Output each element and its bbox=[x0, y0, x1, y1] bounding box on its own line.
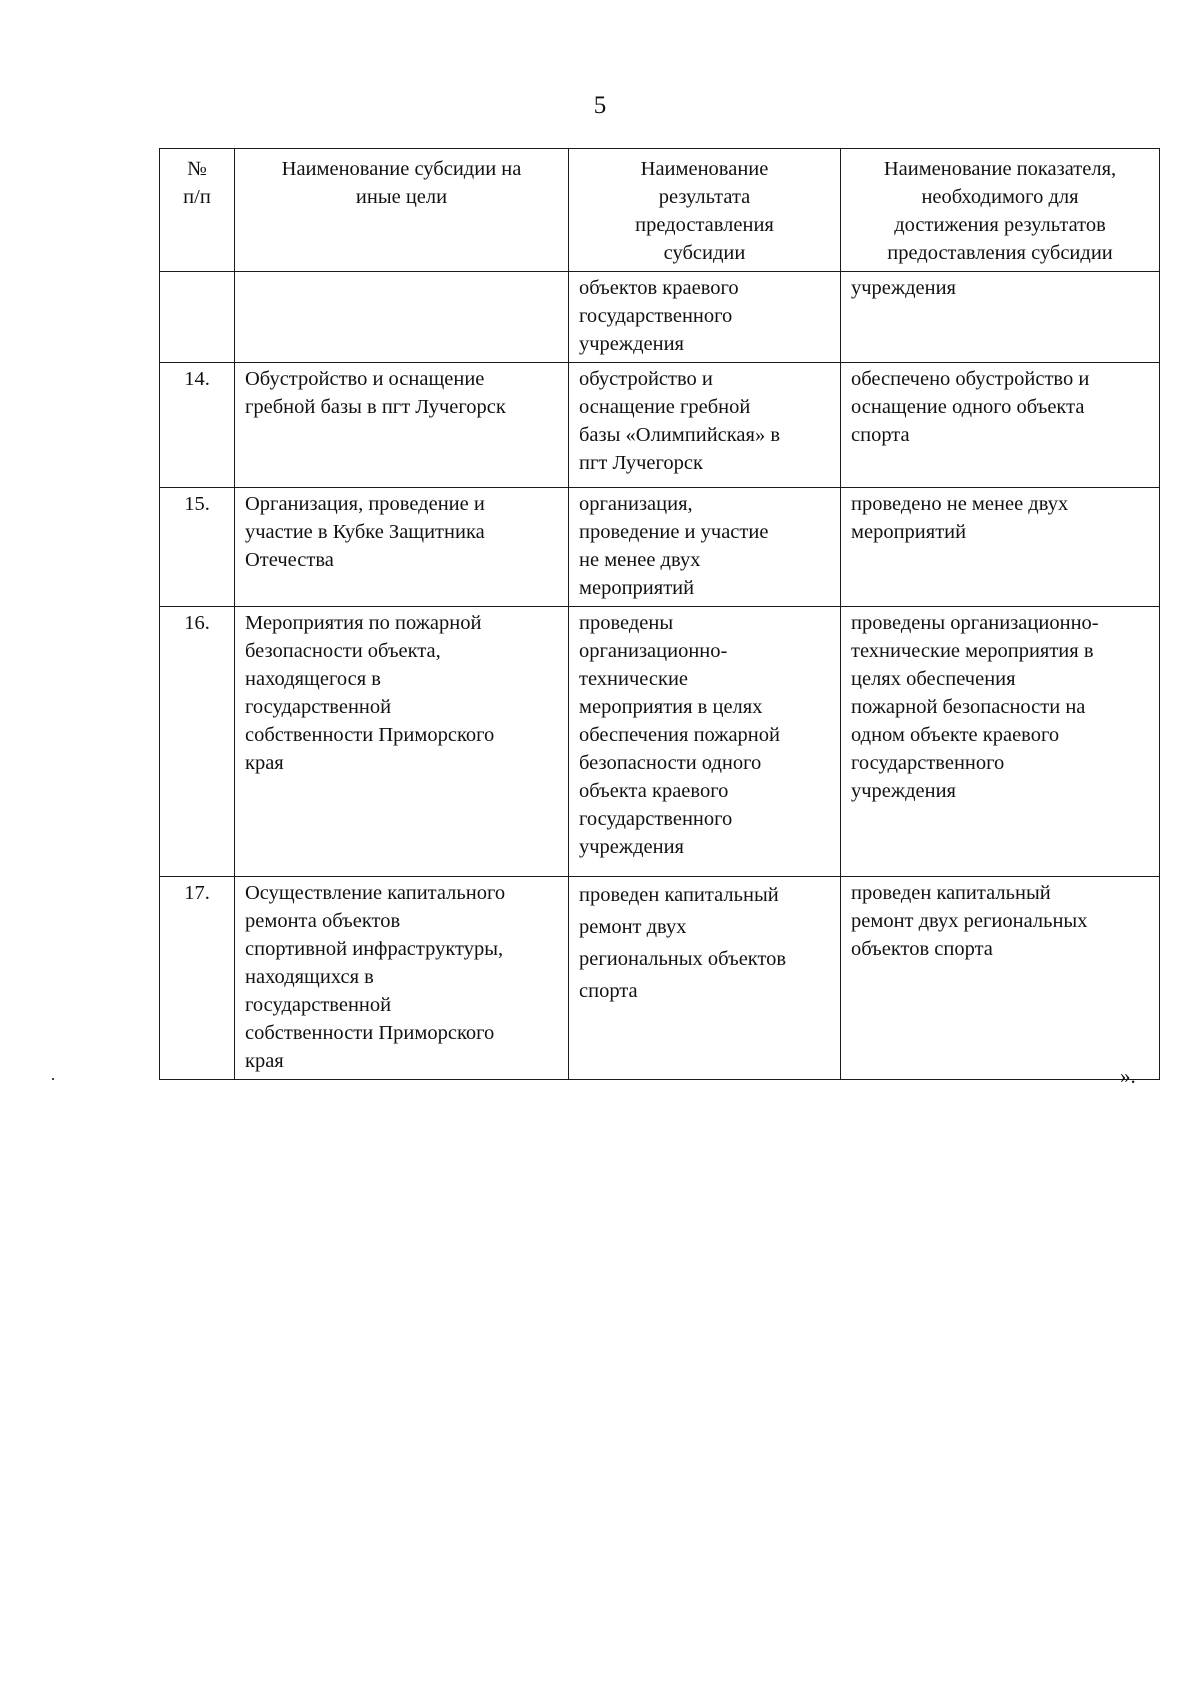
row-indicator: проведены организационно- технические мероприятия в целях обеспечения пожарной безопасности на одном объекте краевого государственного учреждения bbox=[841, 607, 1160, 877]
table-row bbox=[160, 272, 1160, 363]
row-indicator: обеспечено обустройство и оснащение одного объекта спорта bbox=[841, 363, 1160, 488]
page-number: 5 bbox=[593, 92, 607, 119]
row-subsidy: Мероприятия по пожарной безопасности объекта, находящегося в государственной собственности Приморского края bbox=[235, 607, 569, 877]
header-result-name: Наименование результата предоставления субсидии bbox=[569, 149, 841, 272]
row-subsidy bbox=[235, 272, 569, 363]
row-result: обустройство и оснащение гребной базы «Олимпийская» в пгт Лучегорск bbox=[569, 363, 841, 488]
row-number: 14. bbox=[160, 363, 235, 488]
row-number: 17. bbox=[160, 877, 235, 1080]
row-result: проведены организационно- технические мероприятия в целях обеспечения пожарной безопасности одного объекта краевого государственного учреждения bbox=[569, 607, 841, 877]
subsidy-table bbox=[159, 148, 1160, 1080]
row-subsidy: Организация, проведение и участие в Кубке Защитника Отечества bbox=[235, 488, 569, 607]
row-result: организация, проведение и участие не менее двух мероприятий bbox=[569, 488, 841, 607]
header-number: № п/п bbox=[160, 149, 235, 272]
table-row bbox=[160, 877, 1160, 1080]
row-indicator: учреждения bbox=[841, 272, 1160, 363]
row-indicator: проведено не менее двух мероприятий bbox=[841, 488, 1160, 607]
row-number: 16. bbox=[160, 607, 235, 877]
table-header-row bbox=[160, 149, 1160, 272]
scan-speck bbox=[52, 1078, 54, 1080]
closing-quote-mark: ». bbox=[1120, 1064, 1136, 1088]
row-subsidy: Обустройство и оснащение гребной базы в пгт Лучегорск bbox=[235, 363, 569, 488]
row-number: 15. bbox=[160, 488, 235, 607]
row-indicator: проведен капитальный ремонт двух региональных объектов спорта bbox=[841, 877, 1160, 1080]
table-row bbox=[160, 488, 1160, 607]
table-row bbox=[160, 607, 1160, 877]
row-result: проведен капитальный ремонт двух региональных объектов спорта bbox=[569, 877, 841, 1080]
row-number bbox=[160, 272, 235, 363]
row-result: объектов краевого государственного учреждения bbox=[569, 272, 841, 363]
header-subsidy-name: Наименование субсидии на иные цели bbox=[235, 149, 569, 272]
header-indicator-name: Наименование показателя, необходимого для достижения результатов предоставления субсидии bbox=[841, 149, 1160, 272]
table-row bbox=[160, 363, 1160, 488]
row-subsidy: Осуществление капитального ремонта объектов спортивной инфраструктуры, находящихся в государственной собственности Приморского края bbox=[235, 877, 569, 1080]
